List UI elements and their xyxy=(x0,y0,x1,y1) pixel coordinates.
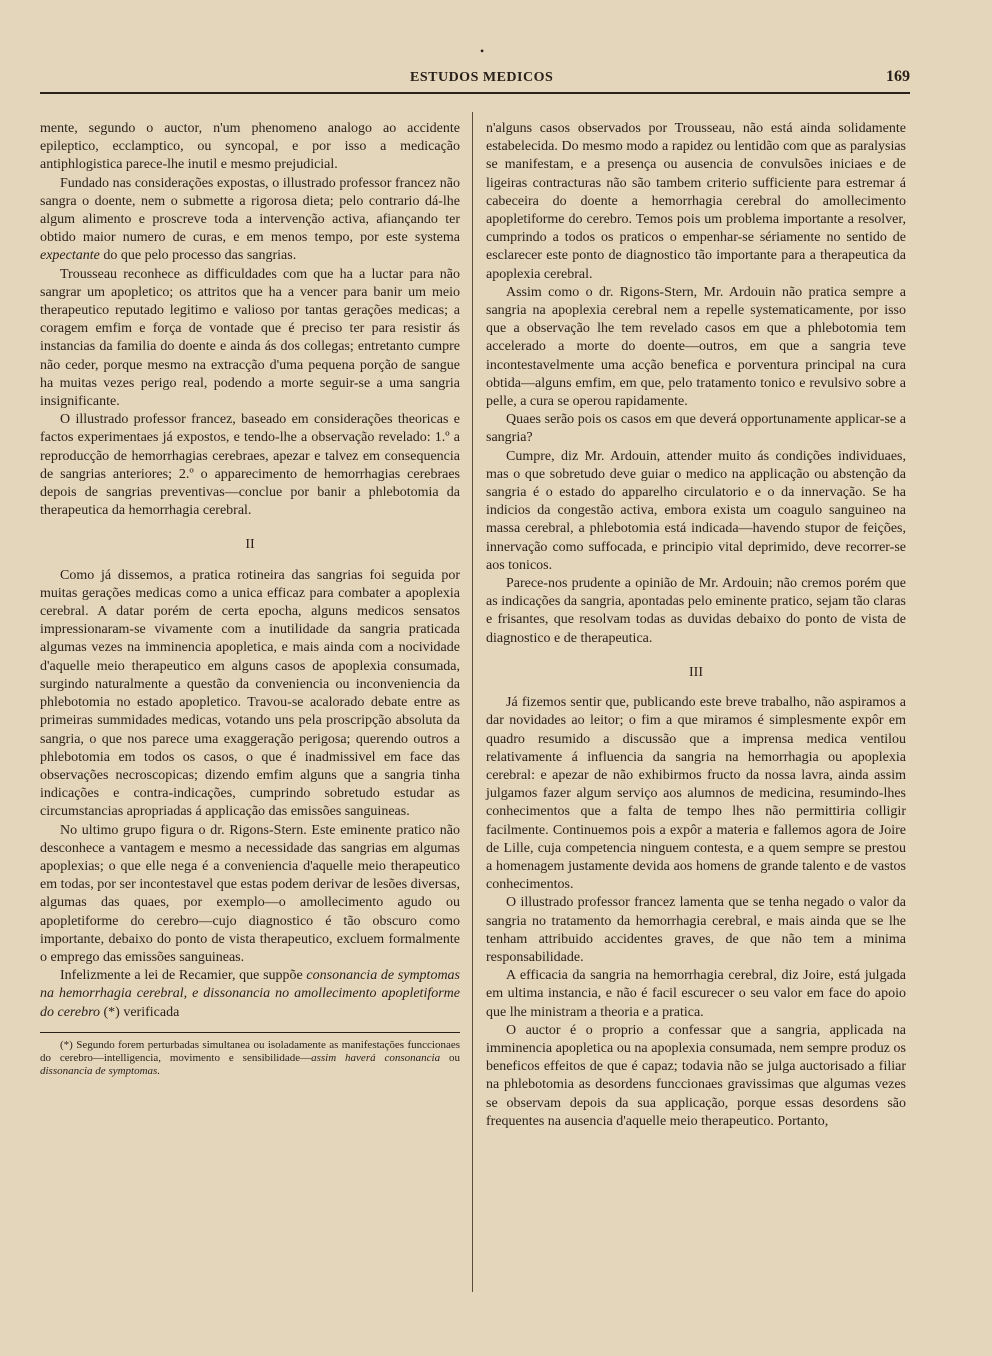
footnote-text: ou xyxy=(440,1051,460,1064)
left-column xyxy=(40,120,460,1078)
paragraph: Já fizemos sentir que, publicando este breve trabalho, não aspiramos a dar novidades ao leitor; o fim a que miramos é simplesmente expôr em quadro resumido a discussão que a imprensa medica ventilou relativamente á influencia da sangria na hemorrhagia ou apoplexia cerebral: e apezar de não exhibirmos fructo da nossa lavra, ainda assim julgamos fazer algum serviço aos alumnos de medicina, resumindo-lhes conhecimentos que a falta de tempo lhes não permittiria colligir facilmente. Continuemos pois a expôr a materia e fallemos agora de Joire de Lille, cuja competencia ninguem contesta, e a quem sempre se prestou a homenagem justamente devida aos homens de grande talento e de vastos conhecimentos. xyxy=(486,695,906,893)
footnote-text: (*) Segundo forem perturbadas simultanea ou isoladamente as manifestações funccionaes do cerebro—intelligencia, movimento e sensibilidade— xyxy=(40,1038,460,1064)
paragraph-text: do que pelo processo das sangrias. xyxy=(99,248,297,264)
emphasis: dissonancia de symptomas. xyxy=(40,1064,161,1077)
running-title: ESTUDOS MEDICOS xyxy=(410,70,554,85)
paragraph: Como já dissemos, a pratica rotineira das sangrias foi seguida por muitas gerações medicas como a unica efficaz para combater a apoplexia cerebral. A datar porém de certa epocha, alguns medicos sensatos impressionaram-se vivamente com a inutilidade da sangria praticada algumas vezes na imminencia apopletica, e mais ainda com a nocividade d'aquelle meio therapeutico em alguns casos de apoplexia consumada, surgindo naturalmente a questão da conveniencia ou inconveniencia da phlebotomia no estado apopletico. Travou-se acalorado debate entre as primeiras summidades medicas, votando uns pela proscripção absoluta da sangria, o que nos parece uma exaggeração perigosa; querendo outros a phlebotomia em todos os casos, o que é inadmissivel em face das observações necroscopicas; dizendo emfim alguns que a sangria tinha indicações e contra-indicações, cumprindo sobretudo estudar as circumstancias apropriadas á applicação das emissões sanguineas. xyxy=(40,567,460,820)
paragraph: Quaes serão pois os casos em que deverá opportunamente applicar-se a sangria? xyxy=(486,412,906,446)
emphasis: expectante xyxy=(40,248,100,264)
paragraph xyxy=(40,967,460,1022)
section-heading: II xyxy=(245,537,255,553)
paragraph: Trousseau reconhece as difficuldades com que ha a luctar para não sangrar um apopletico; os attritos que ha a vencer para banir um meio therapeutico reputado legitimo e valioso por tantas gerações medicas; a coragem emfim e força de vontade que é preciso ter para resistir ás instancias da familia do doente e ainda ás dos collegas; entretanto cumpre não ceder, porque mesmo na extracção d'uma pequena porção de sangue ha muitas vezes perigo real, podendo a morte seguir-se a uma sangria insignificante. xyxy=(40,266,460,410)
footnote xyxy=(40,1039,460,1078)
footnote-separator xyxy=(40,1032,460,1033)
paragraph: n'alguns casos observados por Trousseau, não está ainda solidamente estabelecida. Do mesmo modo a rapidez ou lentidão com que as paralysias se manifestam, e a presença ou ausencia de convulsões iniciaes e de ligeiras contracturas não são tambem criterio sufficiente para estremar á cabeceira do doente a hemorrhagia cerebral do amollecimento apopletiforme do cerebro. Temos pois um problema importante a resolver, cumprindo a todos os praticos o empenhar-se sériamente no sentido de esclarecer este ponto de diagnostico tão importante para a therapeutica da apoplexia cerebral. xyxy=(486,121,906,282)
emphasis: assim haverá consonancia xyxy=(311,1051,441,1064)
section-heading: III xyxy=(689,664,703,680)
page-header xyxy=(40,64,910,94)
paragraph xyxy=(40,175,460,266)
paragraph: Assim como o dr. Rigons-Stern, Mr. Ardouin não pratica sempre a sangria na apoplexia cerebral nem a repelle systematicamente, por isso que a observação lhe tem revelado casos em que a phlebotomia tem accelerado a morte do doente—outros, em que a sangria teve incontestavelmente uma acção benefica e porventura principal na cura obtida—alguns emfim, em que, pelo tratamento tonico e revulsivo sobre a pelle, a cura se operou rapidamente. xyxy=(486,284,906,410)
right-column xyxy=(486,120,906,1131)
paragraph: O illustrado professor francez lamenta que se tenha negado o valor da sangria no tratamento da hemorrhagia cerebral, e mais ainda que se lhe tenham attribuido accidentes graves, de que não tem a minima responsabilidade. xyxy=(486,895,906,965)
header-dot: • xyxy=(480,44,485,58)
paragraph: O auctor é o proprio a confessar que a sangria, applicada na imminencia apopletica ou na apoplexia consumada, nem sempre produz os beneficos effeitos de que é capaz; todavia não se julga auctorisado a filiar na phlebotomia as desordens funccionaes gravissimas que algumas vezes se observam depois da sua applicação, porque essas desordens são frequentes na ausencia d'aquelle meio therapeutico. Portanto, xyxy=(486,1022,906,1129)
paragraph-text: Infelizmente a lei de Recamier, que suppõe xyxy=(60,968,307,984)
paragraph: Parece-nos prudente a opinião de Mr. Ardouin; não cremos porém que as indicações da sangria, apontadas pelo eminente pratico, sejam tão claras e frisantes, que resolvam todas as duvidas debaixo do ponto de vista de diagnostico e de therapeutica. xyxy=(486,576,906,646)
paragraph: Cumpre, diz Mr. Ardouin, attender muito ás condições individuaes, mas o que sobretudo deve guiar o medico na applicação ou abstenção da sangria é o estado do apparelho circulatorio e o da innervação. Se ha indicios da congestão activa, embora exista um coagulo sanguineo na massa cerebral, a phlebotomia está indicada—havendo stupor de feições, innervação como suffocada, e principio vital deprimido, deve recorrer-se aos tonicos. xyxy=(486,448,906,573)
paragraph: mente, segundo o auctor, n'um phenomeno analogo ao accidente epileptico, ecclamptico, ou syncopal, e por isso a medicação antiphlogistica parece-lhe inutil e mesmo prejudicial. xyxy=(40,121,460,173)
column-divider xyxy=(472,112,473,1292)
paragraph: A efficacia da sangria na hemorrhagia cerebral, diz Joire, está julgada em ultima instancia, e não é facil escurecer o seu valor em face do apoio que lhe ministram a theoria e a pratica. xyxy=(486,968,906,1020)
page-number: 169 xyxy=(886,68,910,85)
emphasis: consonancia de symptomas na hemorrhagia cerebral, e dissonancia no amollecimento apopletiforme do cerebro xyxy=(40,968,460,1020)
paragraph-text: (*) verificada xyxy=(100,1004,180,1020)
paragraph-text: Fundado nas considerações expostas, o illustrado professor francez não sangra o doente, nem o submette a rigorosa dieta; pelo contrario dá-lhe algum alimento e proscreve toda a intervenção activa, afiançando ter obtido maior numero de curas, e em menos tempo, por este systema xyxy=(40,175,460,246)
paragraph: No ultimo grupo figura o dr. Rigons-Stern. Este eminente pratico não desconhece a vantagem e mesmo a necessidade das sangrias em algumas apoplexias; o que elle nega é a conveniencia d'aquelle meio therapeutico em todas, por ser incontestavel que estas podem derivar de lesões diversas, algumas das quaes, por exemplo—o amollecimento agudo ou apopletiforme do cerebro—cujo diagnostico é tão obscuro como importante, debaixo do ponto de vista therapeutico, excluem formalmente o emprego das emissões sanguineas. xyxy=(40,822,460,965)
paragraph: O illustrado professor francez, baseado em considerações theoricas e factos experimentaes já expostos, e tendo-lhe a observação revelado: 1.º a reproducção de hemorrhagias cerebraes, apezar e talvez em consequencia de sangrias anteriores; 2.º o apparecimento de hemorrhagias cerebraes depois de sangrias preventivas—conclue por banir a phlebotomia da therapeutica da hemorrhagia cerebral. xyxy=(40,412,460,519)
